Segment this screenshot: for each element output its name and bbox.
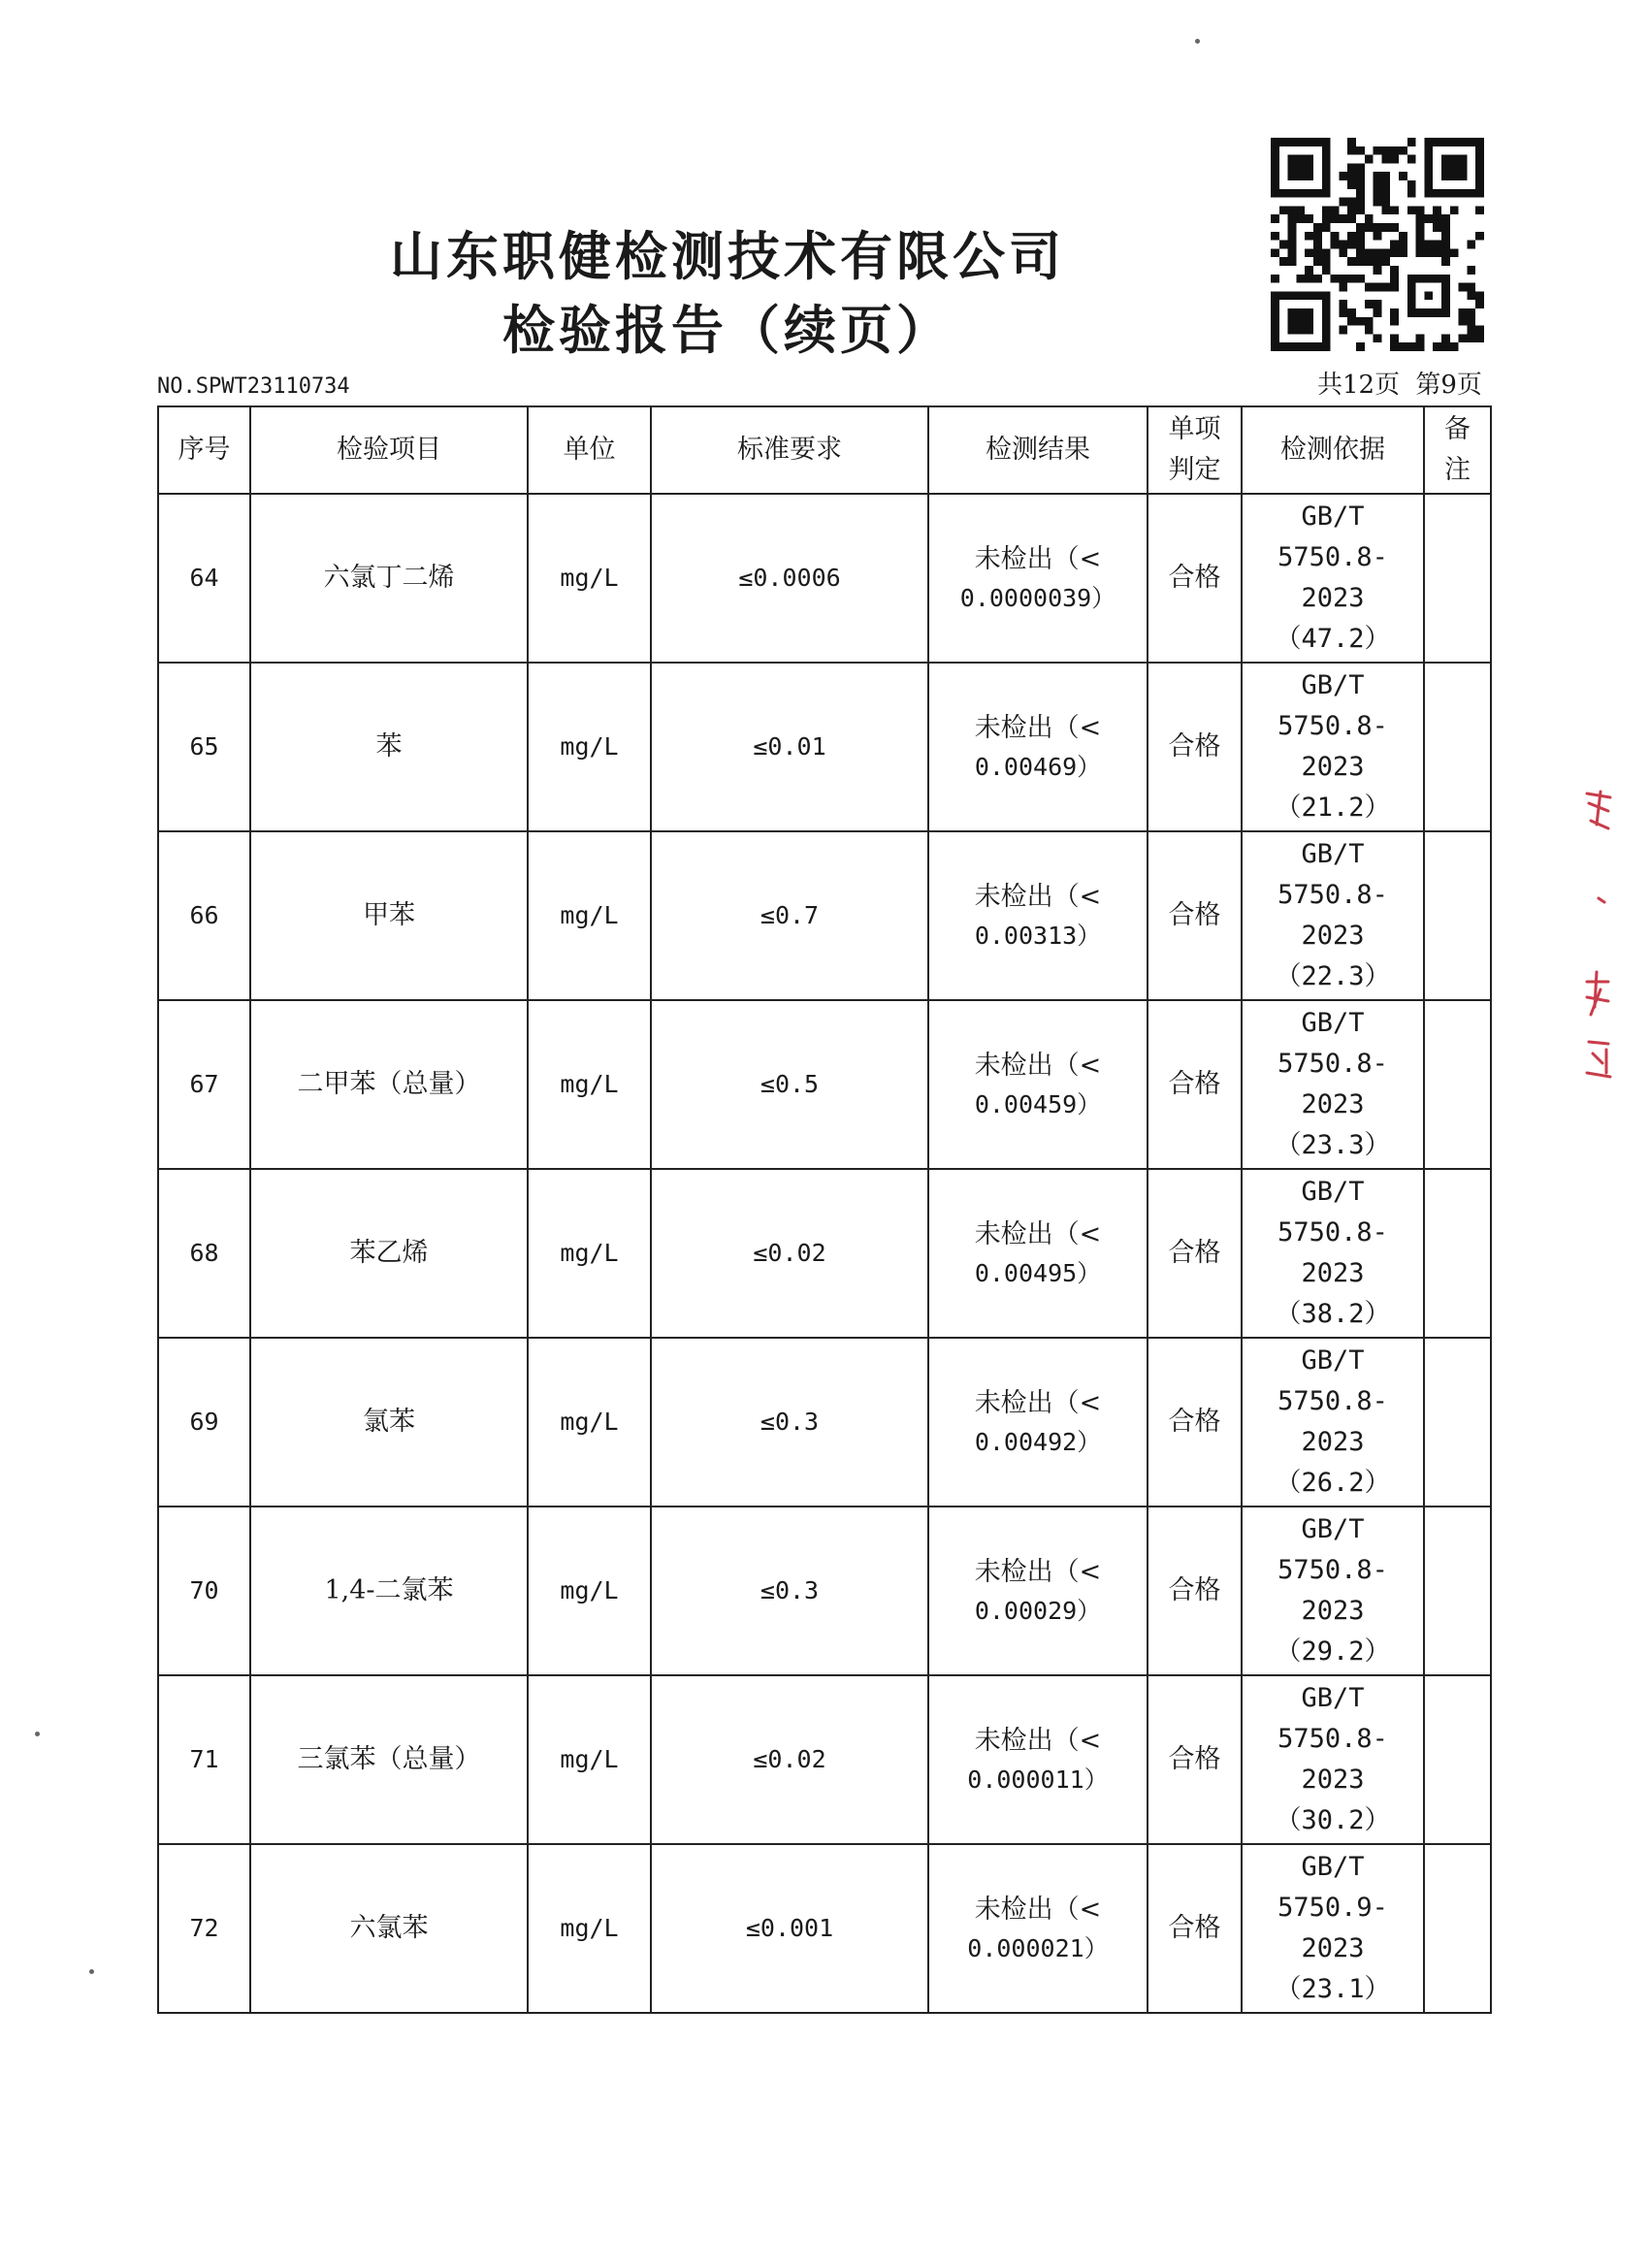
test-result: 未检出（< 0.00492）: [928, 1338, 1148, 1507]
test-result: 未检出（< 0.00459）: [928, 1000, 1148, 1169]
col-header-unit: 单位: [528, 406, 651, 494]
unit: mg/L: [528, 663, 651, 831]
page-info: [1310, 365, 1482, 401]
col-header-no: 序号: [158, 406, 250, 494]
judgement: 合格: [1148, 494, 1242, 663]
test-basis: GB/T 5750.8- 2023 （22.3）: [1242, 831, 1424, 1000]
col-header-item: 检验项目: [250, 406, 528, 494]
unit: mg/L: [528, 1844, 651, 2013]
row-number: 64: [158, 494, 250, 663]
table-header-row: [158, 406, 1491, 494]
test-basis: GB/T 5750.9- 2023 （23.1）: [1242, 1844, 1424, 2013]
inspection-results-table: [157, 405, 1492, 2014]
test-basis: GB/T 5750.8- 2023 （23.3）: [1242, 1000, 1424, 1169]
total-pages: 共12页: [1317, 371, 1401, 400]
row-number: 68: [158, 1169, 250, 1338]
standard-requirement: ≤0.02: [651, 1169, 928, 1338]
remark: [1424, 1675, 1491, 1844]
col-header-result: 检测结果: [928, 406, 1148, 494]
remark: [1424, 1169, 1491, 1338]
col-header-judgement: 单项判定: [1148, 406, 1242, 494]
inspection-item: 甲苯: [250, 831, 528, 1000]
qr-code-icon: [1271, 138, 1484, 351]
table-row: [158, 1507, 1491, 1675]
table-row: [158, 1675, 1491, 1844]
remark: [1424, 1507, 1491, 1675]
table-row: [158, 1000, 1491, 1169]
table-row: [158, 494, 1491, 663]
judgement: 合格: [1148, 1000, 1242, 1169]
test-basis: GB/T 5750.8- 2023 （26.2）: [1242, 1338, 1424, 1507]
remark: [1424, 1338, 1491, 1507]
row-number: 66: [158, 831, 250, 1000]
judgement: 合格: [1148, 831, 1242, 1000]
judgement: 合格: [1148, 1169, 1242, 1338]
test-basis: GB/T 5750.8- 2023 （47.2）: [1242, 494, 1424, 663]
standard-requirement: ≤0.02: [651, 1675, 928, 1844]
remark: [1424, 663, 1491, 831]
unit: mg/L: [528, 1338, 651, 1507]
judgement: 合格: [1148, 1507, 1242, 1675]
report-number: NO.SPWT23110734: [157, 374, 350, 399]
unit: mg/L: [528, 1169, 651, 1338]
standard-requirement: ≤0.001: [651, 1844, 928, 2013]
report-title: 检验报告（续页）: [502, 299, 953, 361]
inspection-item: 氯苯: [250, 1338, 528, 1507]
judgement: 合格: [1148, 1675, 1242, 1844]
remark: [1424, 831, 1491, 1000]
scan-speck: [35, 1732, 40, 1736]
scan-speck: [1195, 39, 1200, 44]
test-result: 未检出（< 0.00495）: [928, 1169, 1148, 1338]
standard-requirement: ≤0.0006: [651, 494, 928, 663]
inspection-item: 六氯丁二烯: [250, 494, 528, 663]
judgement: 合格: [1148, 1338, 1242, 1507]
judgement: 合格: [1148, 1844, 1242, 2013]
col-header-remark: 备注: [1424, 406, 1491, 494]
test-basis: GB/T 5750.8- 2023 （38.2）: [1242, 1169, 1424, 1338]
remark: [1424, 494, 1491, 663]
standard-requirement: ≤0.3: [651, 1338, 928, 1507]
inspection-item: 二甲苯（总量）: [250, 1000, 528, 1169]
test-result: 未检出（< 0.000011）: [928, 1675, 1148, 1844]
inspection-item: 苯乙烯: [250, 1169, 528, 1338]
row-number: 70: [158, 1507, 250, 1675]
unit: mg/L: [528, 1000, 651, 1169]
remark: [1424, 1844, 1491, 2013]
test-result: 未检出（< 0.000021）: [928, 1844, 1148, 2013]
unit: mg/L: [528, 831, 651, 1000]
test-basis: GB/T 5750.8- 2023 （21.2）: [1242, 663, 1424, 831]
scan-speck: [89, 1969, 94, 1974]
judgement: 合格: [1148, 663, 1242, 831]
standard-requirement: ≤0.01: [651, 663, 928, 831]
test-result: 未检出（< 0.0000039）: [928, 494, 1148, 663]
test-result: 未检出（< 0.00313）: [928, 831, 1148, 1000]
unit: mg/L: [528, 1675, 651, 1844]
unit: mg/L: [528, 1507, 651, 1675]
inspection-item: 1,4-二氯苯: [250, 1507, 528, 1675]
row-number: 69: [158, 1338, 250, 1507]
standard-requirement: ≤0.5: [651, 1000, 928, 1169]
current-page: 第9页: [1415, 371, 1482, 400]
remark: [1424, 1000, 1491, 1169]
table-row: [158, 831, 1491, 1000]
row-number: 67: [158, 1000, 250, 1169]
inspection-item: 六氯苯: [250, 1844, 528, 2013]
unit: mg/L: [528, 494, 651, 663]
row-number: 72: [158, 1844, 250, 2013]
table-row: [158, 663, 1491, 831]
row-number: 71: [158, 1675, 250, 1844]
inspection-item: 三氯苯（总量）: [250, 1675, 528, 1844]
test-result: 未检出（< 0.00469）: [928, 663, 1148, 831]
test-result: 未检出（< 0.00029）: [928, 1507, 1148, 1675]
table-row: [158, 1169, 1491, 1338]
table-row: [158, 1844, 1491, 2013]
test-basis: GB/T 5750.8- 2023 （30.2）: [1242, 1675, 1424, 1844]
red-seal-stamp-icon: [1579, 782, 1618, 1102]
company-name: 山东职健检测技术有限公司: [390, 225, 1065, 287]
inspection-item: 苯: [250, 663, 528, 831]
col-header-standard: 标准要求: [651, 406, 928, 494]
table-row: [158, 1338, 1491, 1507]
col-header-basis: 检测依据: [1242, 406, 1424, 494]
test-basis: GB/T 5750.8- 2023 （29.2）: [1242, 1507, 1424, 1675]
row-number: 65: [158, 663, 250, 831]
standard-requirement: ≤0.7: [651, 831, 928, 1000]
standard-requirement: ≤0.3: [651, 1507, 928, 1675]
